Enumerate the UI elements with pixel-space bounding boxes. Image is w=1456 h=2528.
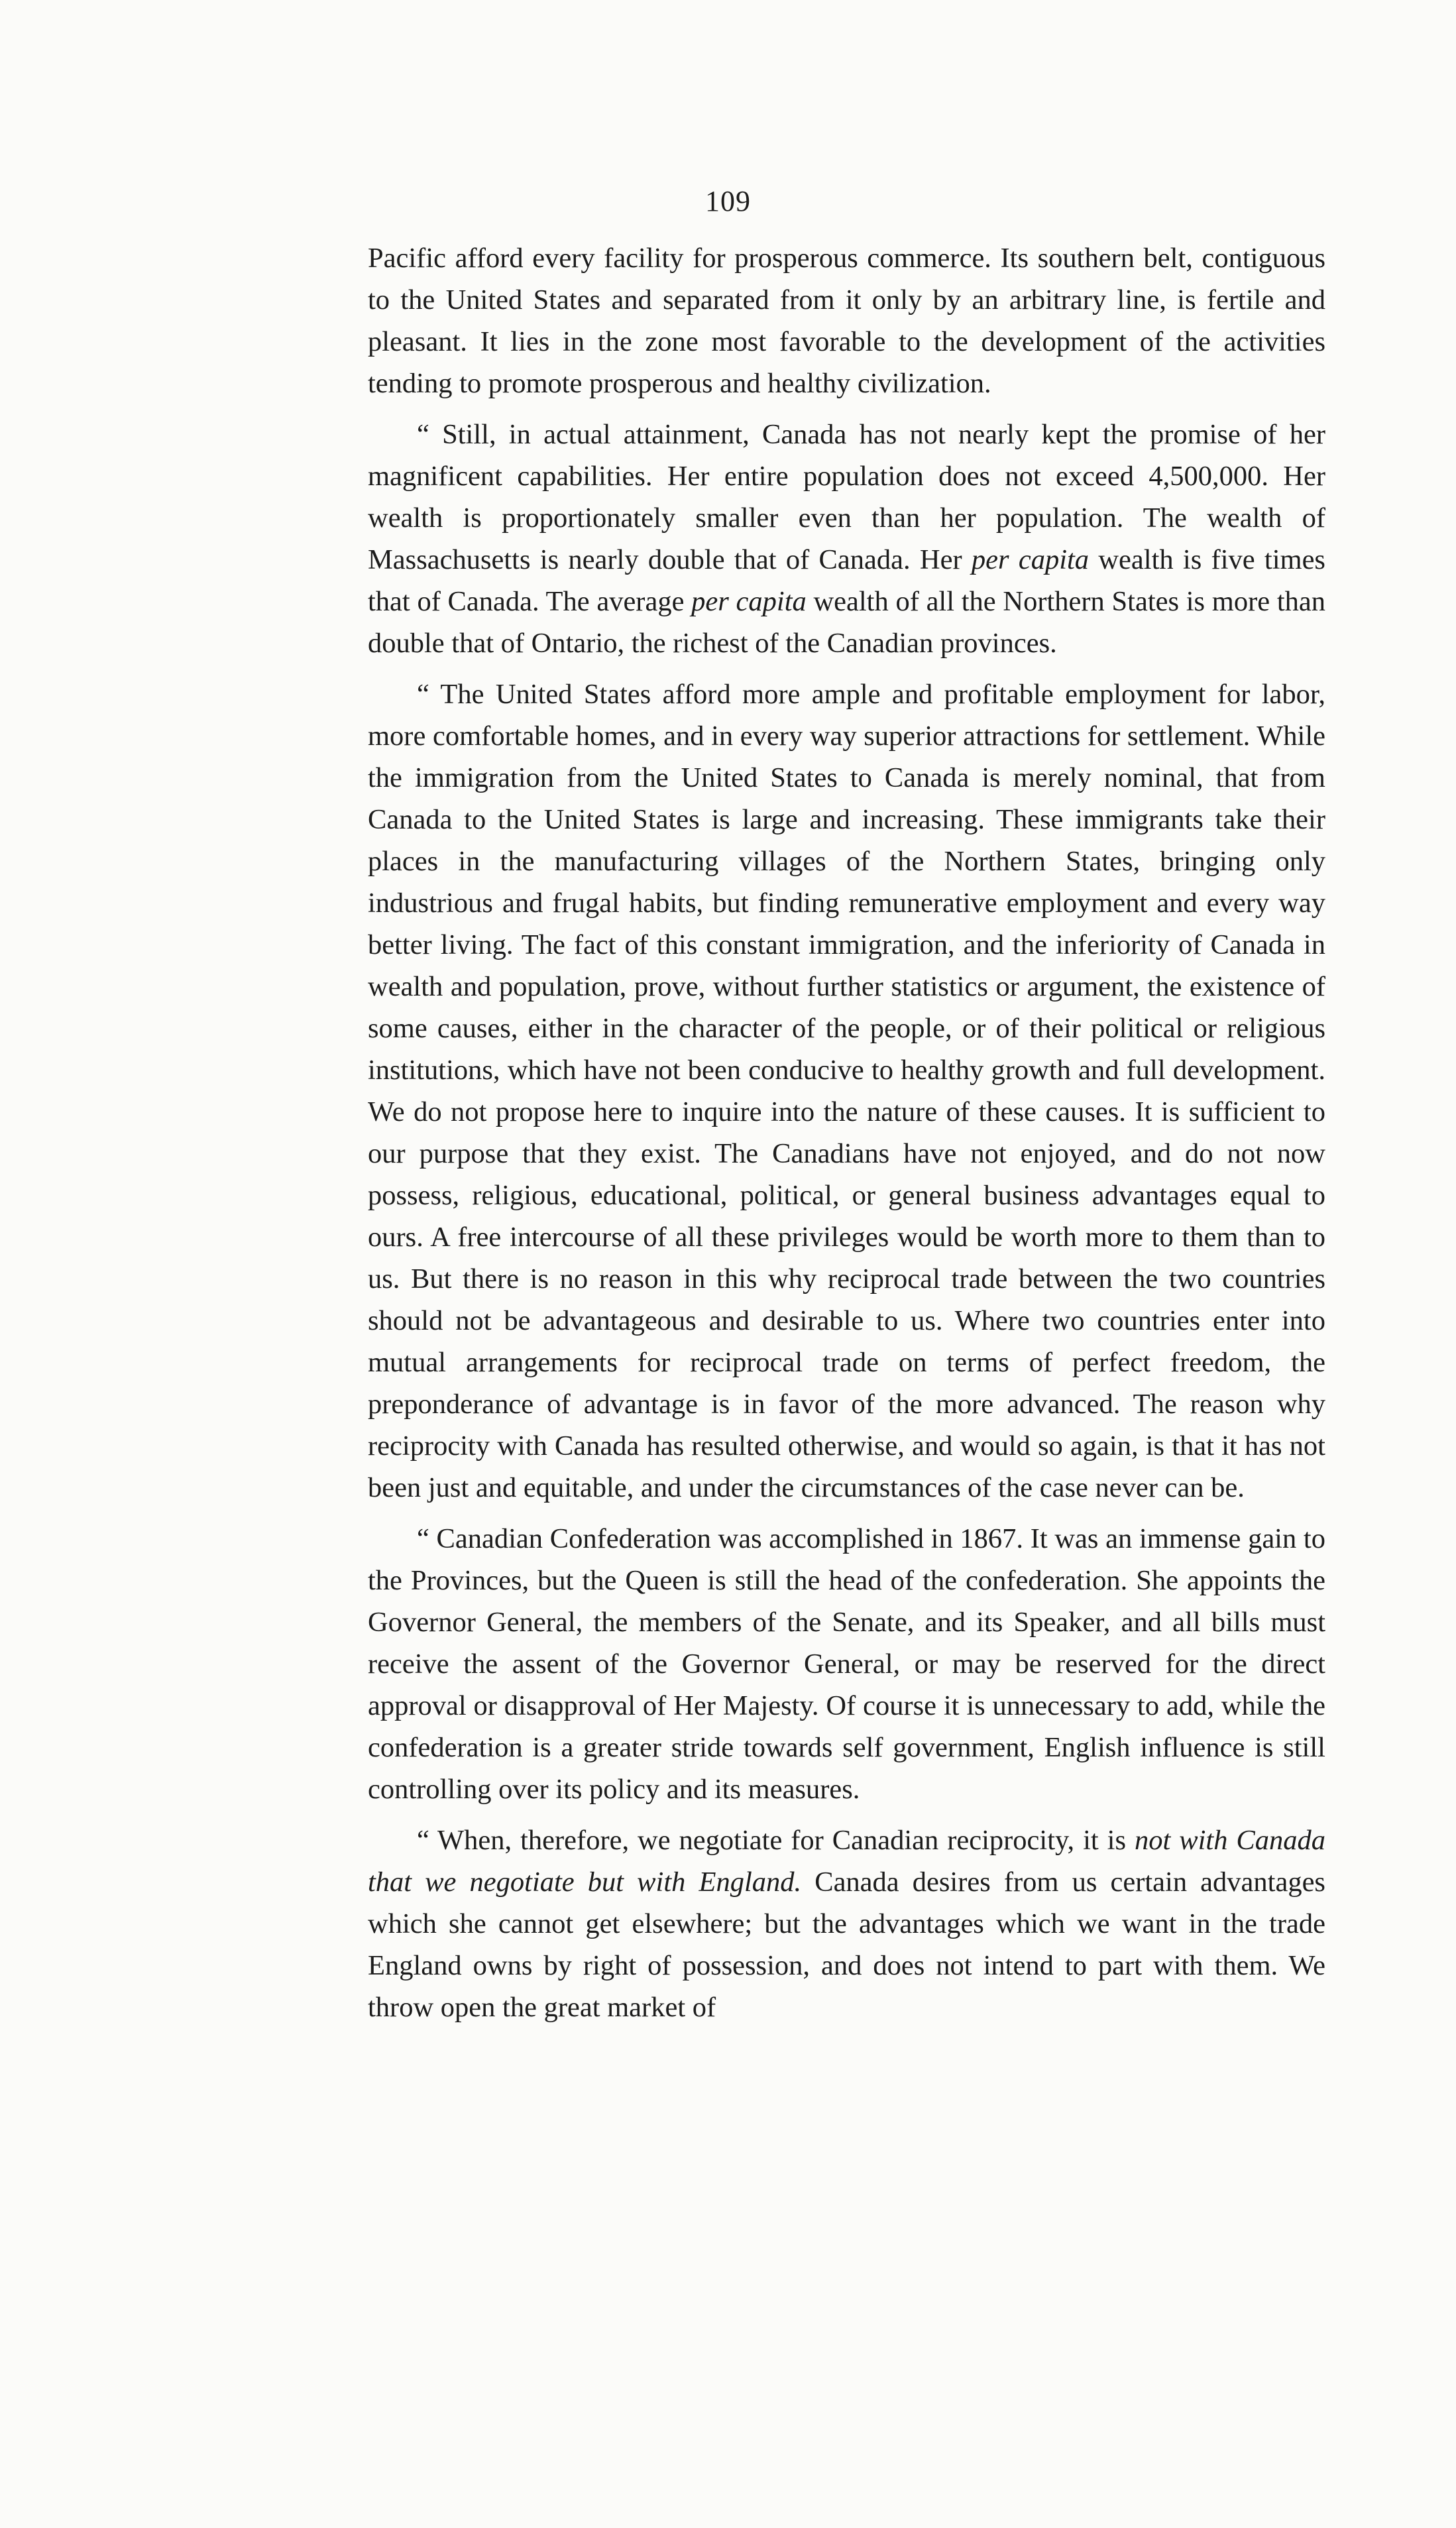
italic-run: not with Canada that we negotiate but with England.	[368, 1825, 1325, 1898]
paragraph-3	[368, 673, 1325, 1509]
text-run: “ Canadian Confederation was accomplished in 1867. It was an immense gain to the Provinces, but the Queen is still the head of the confederation. She appoints the Governor General, the members of the Senate, and its Speaker, and all bills must receive the assent of the Governor General, or may be reserved for the direct approval or disapproval of Her Majesty. Of course it is unnecessary to add, while the confederation is a greater stride towards self government, English influence is still controlling over its policy and its measures.	[368, 1523, 1325, 1805]
text-run: Canada desires from us certain advantages which she cannot get elsewhere; but the advantages which we want in the trade England owns by right of possession, and does not intend to part with them. We throw open the great market of	[368, 1867, 1325, 2023]
text-run: “ When, therefore, we negotiate for Canadian reciprocity, it is	[417, 1825, 1135, 1856]
italic-run: per capita	[691, 586, 807, 617]
body-text	[368, 237, 1325, 2038]
paragraph-2	[368, 414, 1325, 664]
italic-run: per capita	[971, 544, 1090, 575]
paragraph-4	[368, 1518, 1325, 1810]
text-run: “ Still, in actual attainment, Canada has not nearly kept the promise of her magnificent capabilities. Her entire population does not exceed 4,500,000. Her wealth is proportionately smaller even than her population. The wealth of Massachusetts is nearly double that of Canada. Her	[368, 419, 1325, 575]
text-run: Pacific afford every facility for prosperous commerce. Its southern belt, contiguous to the United States and separated from it only by an arbitrary line, is fertile and pleasant. It lies in the zone most favorable to the development of the activities tending to promote prosperous and healthy civilization.	[368, 243, 1325, 399]
text-run: wealth of all the Northern States is more than double that of Ontario, the richest of the Canadian provinces.	[368, 586, 1325, 659]
text-run: wealth is five times that of Canada. The average	[368, 544, 1325, 617]
paragraph-1	[368, 237, 1325, 404]
text-run: “ The United States afford more ample and profitable employment for labor, more comfortable homes, and in every way superior attractions for settlement. While the immigration from the United States to Canada is merely nominal, that from Canada to the United States is large and increasing. These immigrants take their places in the manufacturing villages of the Northern States, bringing only industrious and frugal habits, but finding remunerative employment and every way better living. The fact of this constant immigration, and the inferiority of Canada in wealth and population, prove, without further statistics or argument, the existence of some causes, either in the character of the people, or of their political or religious institutions, which have not been conducive to healthy growth and full development. We do not propose here to inquire into the nature of these causes. It is sufficient to our purpose that they exist. The Canadians have not enjoyed, and do not now possess, religious, educational, political, or general business advantages equal to ours. A free intercourse of all these privileges would be worth more to them than to us. But there is no reason in this why reciprocal trade between the two countries should not be advantageous and desirable to us. Where two countries enter into mutual arrangements for reciprocal trade on terms of perfect freedom, the preponderance of advantage is in favor of the more advanced. The reason why reciprocity with Canada has resulted otherwise, and would so again, is that it has not been just and equitable, and under the circumstances of the case never can be.	[368, 679, 1325, 1503]
paragraph-5	[368, 1819, 1325, 2028]
page-number: 109	[705, 185, 751, 217]
